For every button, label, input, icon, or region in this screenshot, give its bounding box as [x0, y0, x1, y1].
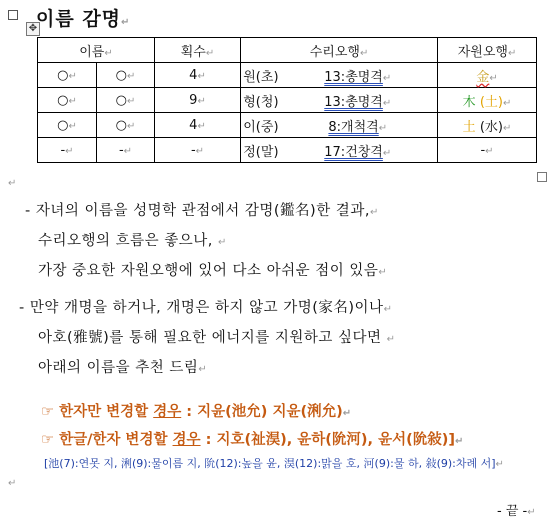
paragraph-line: 아래의 이름을 추천 드림↵ [38, 360, 208, 376]
suri-position: 이(중) [241, 113, 279, 138]
table-resize-handle[interactable] [537, 172, 547, 182]
jawon-value: 土 (水)↵ [438, 113, 537, 138]
suri-value: 13:총명격↵ [279, 88, 438, 113]
paragraph-2 [19, 294, 396, 384]
suri-value: 17:건창격↵ [279, 138, 438, 163]
suri-position: 정(말) [241, 138, 279, 163]
name-char-2: ○↵ [97, 113, 155, 138]
table-row [38, 88, 537, 113]
paragraph-line: 가장 중요한 자원오행에 있어 다소 아쉬운 점이 있음↵ [38, 263, 388, 279]
jawon-value: 金↵ [438, 63, 537, 88]
paragraph-line: 수리오행의 흐름은 좋으나, ↵ [38, 233, 227, 249]
hanja-meaning-note: [池(7):연못 지, 浰(9):물이름 지, 阭(12):높을 윤, 淏(12):맑을 호, 河(9):물 하, 敍(9):차례 서]↵ [44, 457, 504, 470]
table-row [38, 138, 537, 163]
stroke-count: -↵ [155, 138, 241, 163]
jawon-value: -↵ [438, 138, 537, 163]
header-name: 이름↵ [38, 38, 155, 63]
header-jawon: 자원오행↵ [438, 38, 537, 63]
table-move-handle-icon[interactable]: ✥ [26, 22, 40, 36]
header-strokes: 획수↵ [155, 38, 241, 63]
paragraph-line: - 자녀의 이름을 성명학 관점에서 감명(鑑名)한 결과,↵ [25, 203, 379, 219]
stroke-count: 4↵ [155, 63, 241, 88]
table-header-row [38, 38, 537, 63]
header-suri: 수리오행↵ [241, 38, 438, 63]
table-row [38, 113, 537, 138]
paragraph-1 [25, 197, 387, 287]
table-anchor-icon[interactable] [8, 10, 18, 20]
name-char-1: -↵ [38, 138, 97, 163]
suri-value: 13:총명격↵ [279, 63, 438, 88]
page-title: 이름 감명↵ [36, 8, 131, 30]
paragraph-line: 아호(雅號)를 통해 필요한 에너지를 지원하고 싶다면 ↵ [38, 330, 396, 346]
name-char-2: -↵ [97, 138, 155, 163]
name-analysis-table [37, 37, 537, 163]
pointing-hand-icon: ☞ [41, 404, 54, 420]
recommendation-hanja-only: ☞ 한자만 변경할 경우 : 지윤(池允) 지윤(浰允)↵ [41, 404, 352, 420]
name-char-1: ○↵ [38, 88, 97, 113]
paragraph-mark: ↵ [8, 478, 17, 489]
recommendation-hangul-hanja: ☞ 한글/한자 변경할 경우 : 지호(祉淏), 윤하(阭河), 윤서(阭敍)]↵ [41, 432, 464, 448]
suri-position: 형(청) [241, 88, 279, 113]
suri-value: 8:개척격↵ [279, 113, 438, 138]
paragraph-line: - 만약 개명을 하거나, 개명은 하지 않고 가명(家名)이나↵ [19, 300, 393, 316]
name-char-2: ○↵ [97, 88, 155, 113]
end-mark: - 끝 -↵ [497, 504, 536, 519]
suri-position: 원(초) [241, 63, 279, 88]
name-char-1: ○↵ [38, 63, 97, 88]
name-char-2: ○↵ [97, 63, 155, 88]
jawon-value: 木 (土)↵ [438, 88, 537, 113]
paragraph-mark: ↵ [8, 178, 17, 189]
pointing-hand-icon: ☞ [41, 432, 54, 448]
stroke-count: 4↵ [155, 113, 241, 138]
stroke-count: 9↵ [155, 88, 241, 113]
name-char-1: ○↵ [38, 113, 97, 138]
table-row [38, 63, 537, 88]
